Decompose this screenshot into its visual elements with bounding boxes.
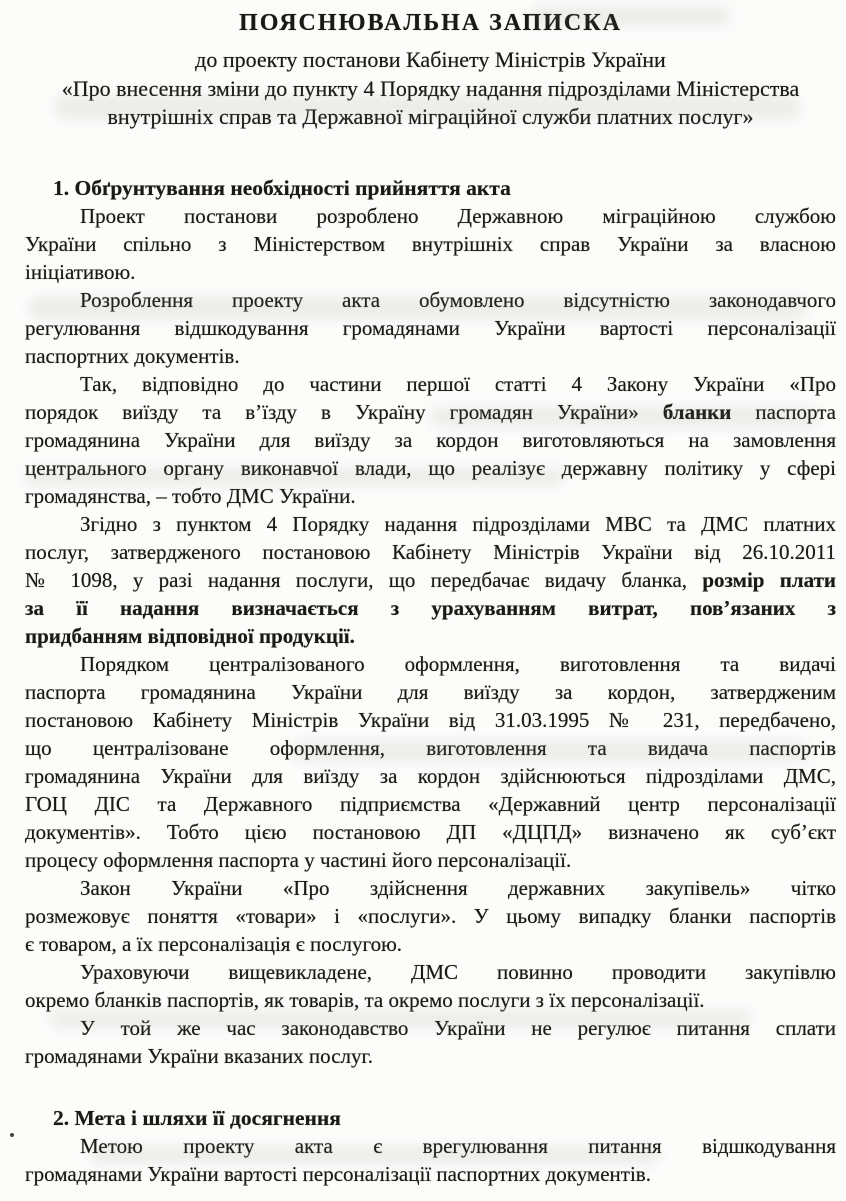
text-run: центрального органу виконавчої влади, що реалізує державну політику у сфері [25,455,836,480]
text-line [25,286,836,314]
bold-text-run: розмір плати [702,567,836,592]
paragraph [25,1132,836,1188]
paragraph [25,286,836,370]
section-heading: 1. Обґрунтування необхідності прийняття акта [53,175,511,200]
text-run: що централізоване оформлення, виготовлення та видача паспортів [25,735,836,760]
text-run: Розроблення проекту акта обумовлено відсутністю законодавчого [80,287,836,312]
text-line [25,342,836,370]
text-line [25,1132,836,1160]
text-line [25,566,836,594]
text-line [25,818,836,846]
section-heading: 2. Мета і шляхи її досягнення [53,1105,341,1130]
text-line [25,230,836,258]
text-line [25,510,836,538]
text-line [25,538,836,566]
document-title: ПОЯСНЮВАЛЬНА ЗАПИСКА [239,10,622,36]
text-run: Порядком централізованого оформлення, виготовлення та видачі [80,651,836,676]
paragraph [25,874,836,958]
text-line [25,622,836,650]
text-line [25,370,836,398]
text-line [25,1160,836,1188]
paragraph [25,510,836,650]
text-line [25,986,836,1014]
text-run: громадянина України для виїзду за кордон здійснюються підрозділами ДМС, [25,763,836,788]
text-line [25,398,836,426]
text-line [25,650,836,678]
text-run: Ураховуючи вищевикладене, ДМС повинно проводити закупівлю [80,959,836,984]
text-line [25,958,836,986]
scan-speck [10,1133,14,1137]
text-run: порядок виїзду та в’їзду в Україну громадян України» [25,399,663,424]
document-subtitle-line-1: до проекту постанови Кабінету Міністрів України [195,47,666,72]
paragraph [25,370,836,510]
text-line [25,426,836,454]
paragraph [25,650,836,874]
text-run: паспорта громадянина України для виїзду за кордон, затвердженим [25,679,836,704]
text-line [25,762,836,790]
text-run: постановою Кабінету Міністрів України від 31.03.1995 № 231, передбачено, [25,707,836,732]
paragraph [25,202,836,286]
text-run: громадянства, – тобто ДМС України. [25,483,356,508]
paragraph [25,1014,836,1070]
text-line [25,678,836,706]
text-line [25,258,836,286]
document-section [25,174,836,1070]
text-line [25,314,836,342]
text-line [25,930,836,958]
bold-text-run: придбанням відповідної продукції. [25,623,355,648]
text-line [25,594,836,622]
text-run: Так, відповідно до частини першої статті 4 Закону України «Про [80,371,836,396]
document-section [25,1104,836,1188]
text-run: Згідно з пунктом 4 Порядку надання підрозділами МВС та ДМС платних [80,511,836,536]
document-subtitle-line-2: «Про внесення зміни до пункту 4 Порядку надання підрозділами Міністерства [61,75,800,101]
text-line [25,454,836,482]
text-run: громадянами України вартості персоналізації паспортних документів. [25,1161,651,1186]
text-run: паспорта [731,399,836,424]
text-run: розмежовує поняття «товари» і «послуги». У цьому випадку бланки паспортів [25,903,836,928]
text-run: паспортних документів. [25,343,240,368]
document-body [25,174,836,1188]
text-line [25,202,836,230]
text-line [25,482,836,510]
text-line [25,734,836,762]
bold-text-run: бланки [662,399,732,424]
text-run: Метою проекту акта є врегулювання питання відшкодування [80,1133,836,1158]
document-header [25,8,836,132]
text-run: документів». Тобто цією постановою ДП «ДЦПД» визначено як суб’єкт [25,819,836,844]
text-run: є товаром, а їх персоналізація є послугою. [25,931,403,956]
text-line [25,846,836,874]
text-line [25,874,836,902]
text-line [25,790,836,818]
text-run: У той же час законодавство України не регулює питання сплати [80,1015,836,1040]
text-run: громадянами України вказаних послуг. [25,1043,373,1068]
text-run: України спільно з Міністерством внутрішніх справ України за власною [25,231,836,256]
text-line [25,902,836,930]
text-run: ініціативою. [25,259,136,284]
text-run: № 1098, у разі надання послуги, що передбачає видачу бланка, [25,567,703,592]
paragraph [25,958,836,1014]
text-line [25,1042,836,1070]
text-run: послуг, затвердженого постановою Кабінету Міністрів України від 26.10.2011 [25,539,836,564]
text-run: регулювання відшкодування громадянами України вартості персоналізації [25,315,836,340]
bold-text-run: за її надання визначається з урахуванням витрат, пов’язаних з [25,595,836,620]
text-run: громадянина України для виїзду за кордон виготовляються на замовлення [25,427,836,452]
text-run: ГОЦ ДІС та Державного підприємства «Державний центр персоналізації [25,791,836,816]
text-run: Проект постанови розроблено Державною міграційною службою [80,203,836,228]
document-subtitle-line-3: внутрішніх справ та Державної міграційної служби платних послуг» [107,104,754,129]
text-run: окремо бланків паспортів, як товарів, та окремо послуги з їх персоналізації. [25,987,705,1012]
text-run: Закон України «Про здійснення державних закупівель» чітко [80,875,836,900]
text-line [25,1014,836,1042]
text-run: процесу оформлення паспорта у частині його персоналізації. [25,847,572,872]
text-line [25,706,836,734]
